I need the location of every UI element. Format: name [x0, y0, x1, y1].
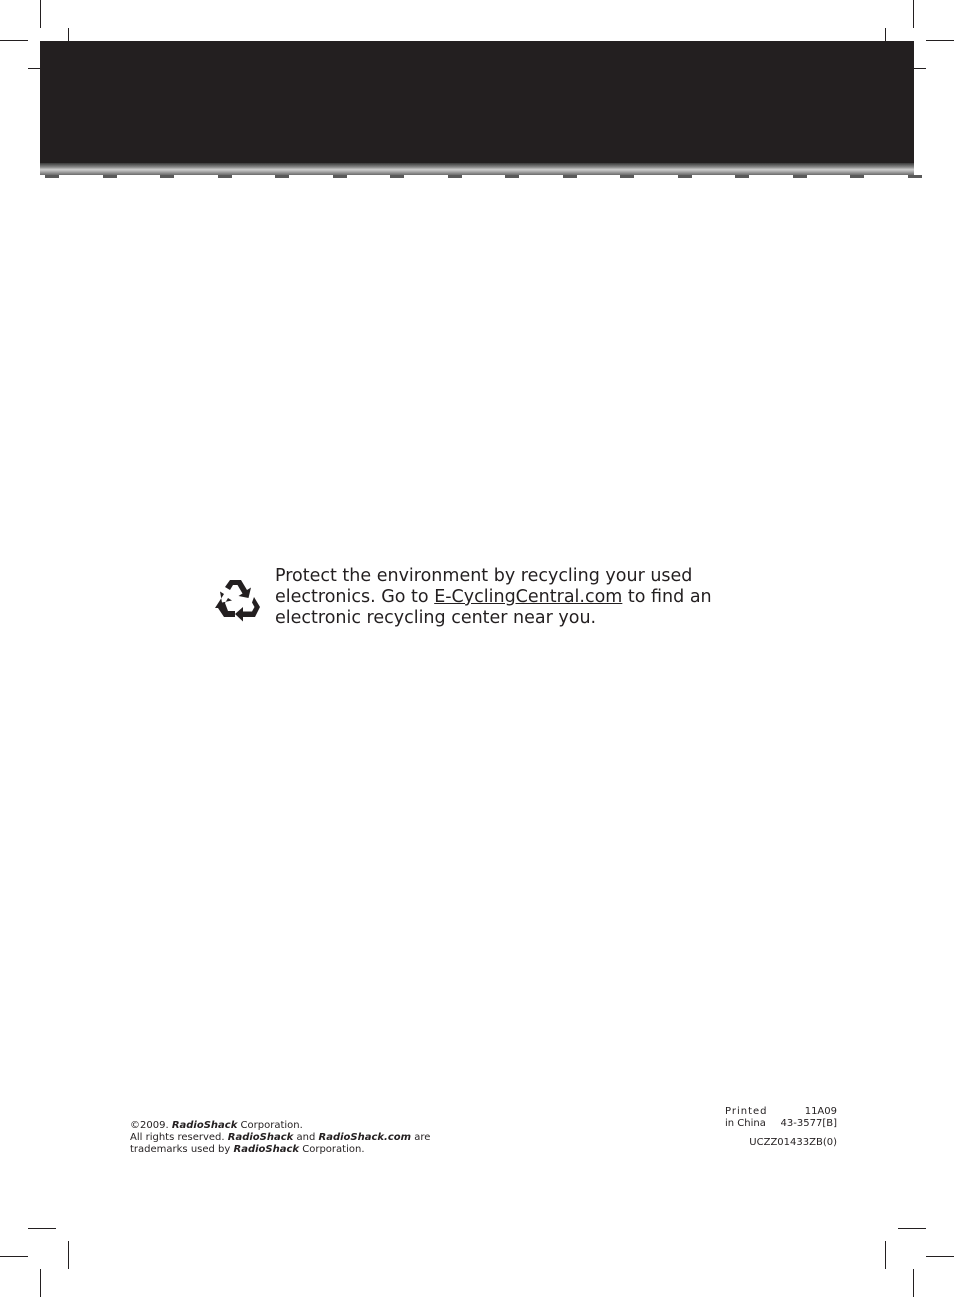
date-code: 11A09	[804, 1106, 837, 1117]
crop-mark	[898, 1228, 926, 1229]
recycle-icon	[212, 574, 262, 624]
trademark-text: trademarks used by	[130, 1144, 234, 1155]
header-rail-notch	[678, 175, 692, 178]
header-rail	[40, 163, 914, 175]
header-rail-notch	[160, 175, 174, 178]
recycling-line-2-start: electronics. Go to	[275, 587, 435, 607]
recycling-notice	[212, 566, 732, 636]
model-number: 43-3577[B]	[780, 1118, 837, 1129]
crop-mark	[0, 40, 28, 41]
copyright-line-2	[130, 1132, 460, 1144]
print-row-1	[725, 1106, 837, 1118]
header-rail-notch	[908, 175, 922, 178]
header-rail-notch	[390, 175, 404, 178]
copyright-line-1	[130, 1120, 460, 1132]
header-rail-notch	[333, 175, 347, 178]
recycling-line-2	[275, 587, 725, 608]
origin-label: in China	[725, 1118, 766, 1129]
part-code: UCZZ01433ZB(0)	[749, 1137, 837, 1148]
header-rail-notch	[45, 175, 59, 178]
copyright-are: are	[411, 1132, 431, 1143]
crop-mark	[40, 0, 41, 28]
header-rail-notch	[563, 175, 577, 178]
header-rail-notch	[275, 175, 289, 178]
brand-name: RadioShack	[233, 1144, 300, 1155]
printed-label: Printed	[725, 1106, 768, 1117]
rights-reserved: All rights reserved.	[130, 1132, 228, 1143]
header-rail-notch	[793, 175, 807, 178]
copyright-year: ©2009.	[130, 1120, 172, 1131]
brand-website: RadioShack.com	[318, 1132, 412, 1143]
header-rail-notch	[620, 175, 634, 178]
crop-mark	[40, 1269, 41, 1297]
recycling-line-3: electronic recycling center near you.	[275, 608, 597, 628]
copyright-line-3	[130, 1144, 460, 1156]
crop-mark	[0, 1256, 28, 1257]
brand-name: RadioShack	[227, 1132, 294, 1143]
print-row-2	[725, 1118, 837, 1130]
header-rail-notch	[735, 175, 749, 178]
crop-mark	[913, 1269, 914, 1297]
e-cycling-central-link[interactable]: E-CyclingCentral.com	[434, 587, 623, 607]
crop-mark	[913, 0, 914, 28]
copyright-corp: Corporation.	[299, 1144, 365, 1155]
header-rail-notch	[850, 175, 864, 178]
conjunction: and	[293, 1132, 319, 1143]
crop-mark	[926, 1256, 954, 1257]
header-rail-notch	[103, 175, 117, 178]
crop-mark	[28, 1228, 56, 1229]
crop-mark	[68, 1241, 69, 1269]
header-rail-notch	[448, 175, 462, 178]
brand-name: RadioShack	[171, 1120, 238, 1131]
crop-mark	[926, 40, 954, 41]
header-rail-notch	[505, 175, 519, 178]
header-band	[40, 41, 914, 163]
crop-mark	[885, 1241, 886, 1269]
recycling-line-1: Protect the environment by recycling your used	[275, 566, 693, 586]
print-info	[725, 1106, 837, 1149]
recycling-text	[275, 566, 725, 629]
header-rail-notch	[218, 175, 232, 178]
copyright-notice	[130, 1120, 460, 1156]
recycling-line-2-end: to find an	[622, 587, 712, 607]
copyright-corp: Corporation.	[237, 1120, 303, 1131]
